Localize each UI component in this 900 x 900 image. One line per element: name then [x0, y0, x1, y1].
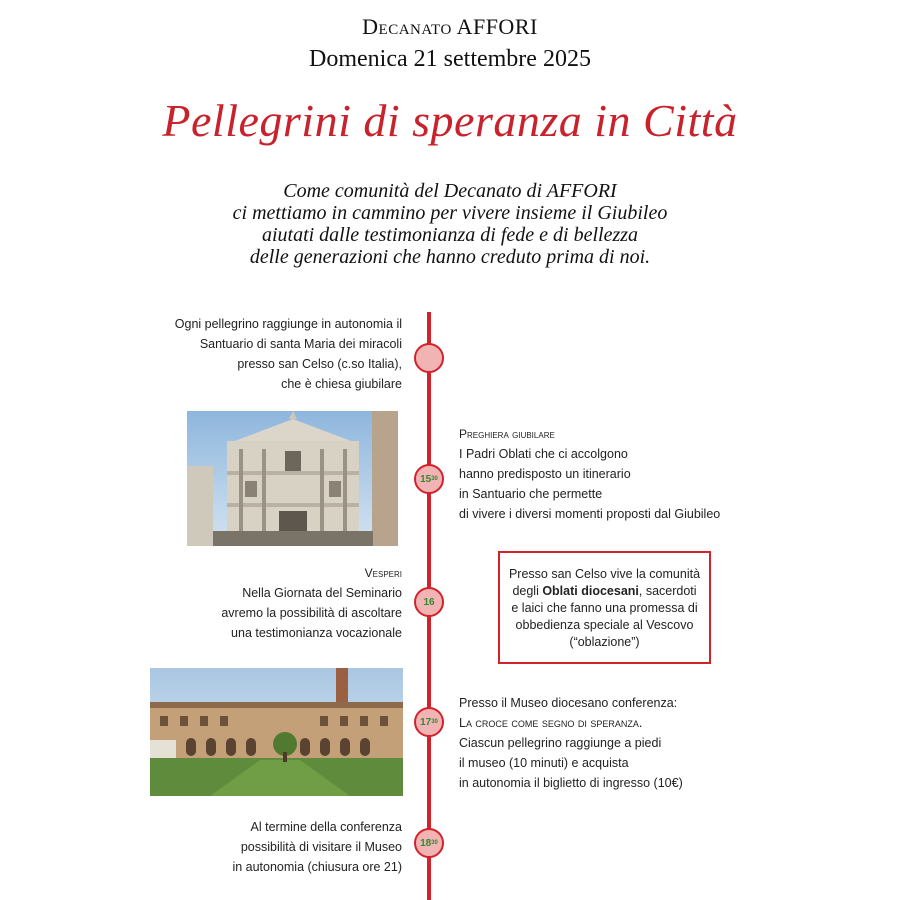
step3-line: Nella Giornata del Seminario [242, 586, 402, 600]
intro-paragraph [0, 180, 900, 268]
info-line2-post: , sacerdoti [638, 584, 697, 598]
info-line: Presso san Celso vive la comunità [508, 567, 701, 581]
step4-line: Presso il Museo diocesano conferenza: [459, 696, 678, 710]
step5-time-hour: 18 [420, 837, 432, 849]
step1-line: che è chiesa giubilare [281, 377, 402, 391]
intro-line: ci mettiamo in cammino per vivere insieme il Giubileo [232, 202, 668, 224]
step3-text [150, 563, 402, 643]
step4-line: in autonomia il biglietto di ingresso (10€) [459, 776, 683, 790]
step3-line: una testimonianza vocazionale [231, 626, 402, 640]
step4-time-hour: 17 [420, 716, 432, 728]
page-title: Pellegrini di speranza in Città [162, 95, 738, 146]
step5-text [150, 817, 402, 877]
step5-line: in autonomia (chiusura ore 21) [232, 860, 402, 874]
step1-line: presso san Celso (c.so Italia), [237, 357, 402, 371]
timeline-dot-16 [414, 587, 444, 617]
step2-line: in Santuario che permette [459, 487, 603, 501]
header-date: Domenica 21 settembre 2025 [309, 46, 591, 72]
info-line2-pre: degli [512, 584, 543, 598]
step3-heading: Vesperi [364, 566, 402, 580]
header-decanato-name: AFFORI [456, 14, 538, 39]
header-decanato-prefix: Decanato [362, 14, 452, 39]
oblati-info-box [498, 551, 711, 664]
step3-time-hour: 16 [423, 596, 435, 608]
info-oblati-bold: Oblati diocesani [542, 584, 639, 598]
step2-line: I Padri Oblati che ci accolgono [459, 447, 628, 461]
museo-photo [150, 668, 403, 796]
step4-time-minutes: 30 [431, 719, 438, 725]
info-line: (“oblazione”) [569, 635, 640, 649]
header-decanato [0, 14, 900, 40]
intro-line: aiutati dalle testimonianza di fede e di bellezza [261, 224, 639, 246]
step1-text [140, 314, 402, 394]
step2-time-hour: 15 [420, 473, 432, 485]
info-line: obbedienza speciale al Vescovo [515, 618, 694, 632]
timeline-dot-1530 [414, 464, 444, 494]
step1-line: Ogni pellegrino raggiunge in autonomia il [174, 317, 402, 331]
step5-time-minutes: 30 [431, 840, 438, 846]
santuario-photo [187, 411, 398, 546]
conference-title: La croce come segno di speranza. [459, 716, 643, 730]
step2-text [459, 424, 759, 524]
info-line: e laici che fanno una promessa di [511, 601, 698, 615]
info-line [500, 583, 709, 600]
step2-time-minutes: 30 [431, 476, 438, 482]
step1-line: Santuario di santa Maria dei miracoli [199, 337, 402, 351]
step4-line: Ciascun pellegrino raggiunge a piedi [459, 736, 662, 750]
step2-line: di vivere i diversi momenti proposti dal Giubileo [459, 507, 721, 521]
timeline-dot-1730 [414, 707, 444, 737]
step5-line: Al termine della conferenza [250, 820, 402, 834]
intro-line: Come comunità del Decanato di AFFORI [283, 180, 617, 202]
step2-heading: Preghiera giubilare [459, 427, 555, 441]
step5-line: possibilità di visitare il Museo [240, 840, 402, 854]
step3-line: avremo la possibilità di ascoltare [221, 606, 402, 620]
intro-line: delle generazioni che hanno creduto prima di noi. [249, 246, 651, 268]
timeline-dot-start [414, 343, 444, 373]
step4-line: il museo (10 minuti) e acquista [459, 756, 629, 770]
step4-text [459, 693, 759, 793]
step2-line: hanno predisposto un itinerario [459, 467, 631, 481]
timeline-dot-1830 [414, 828, 444, 858]
